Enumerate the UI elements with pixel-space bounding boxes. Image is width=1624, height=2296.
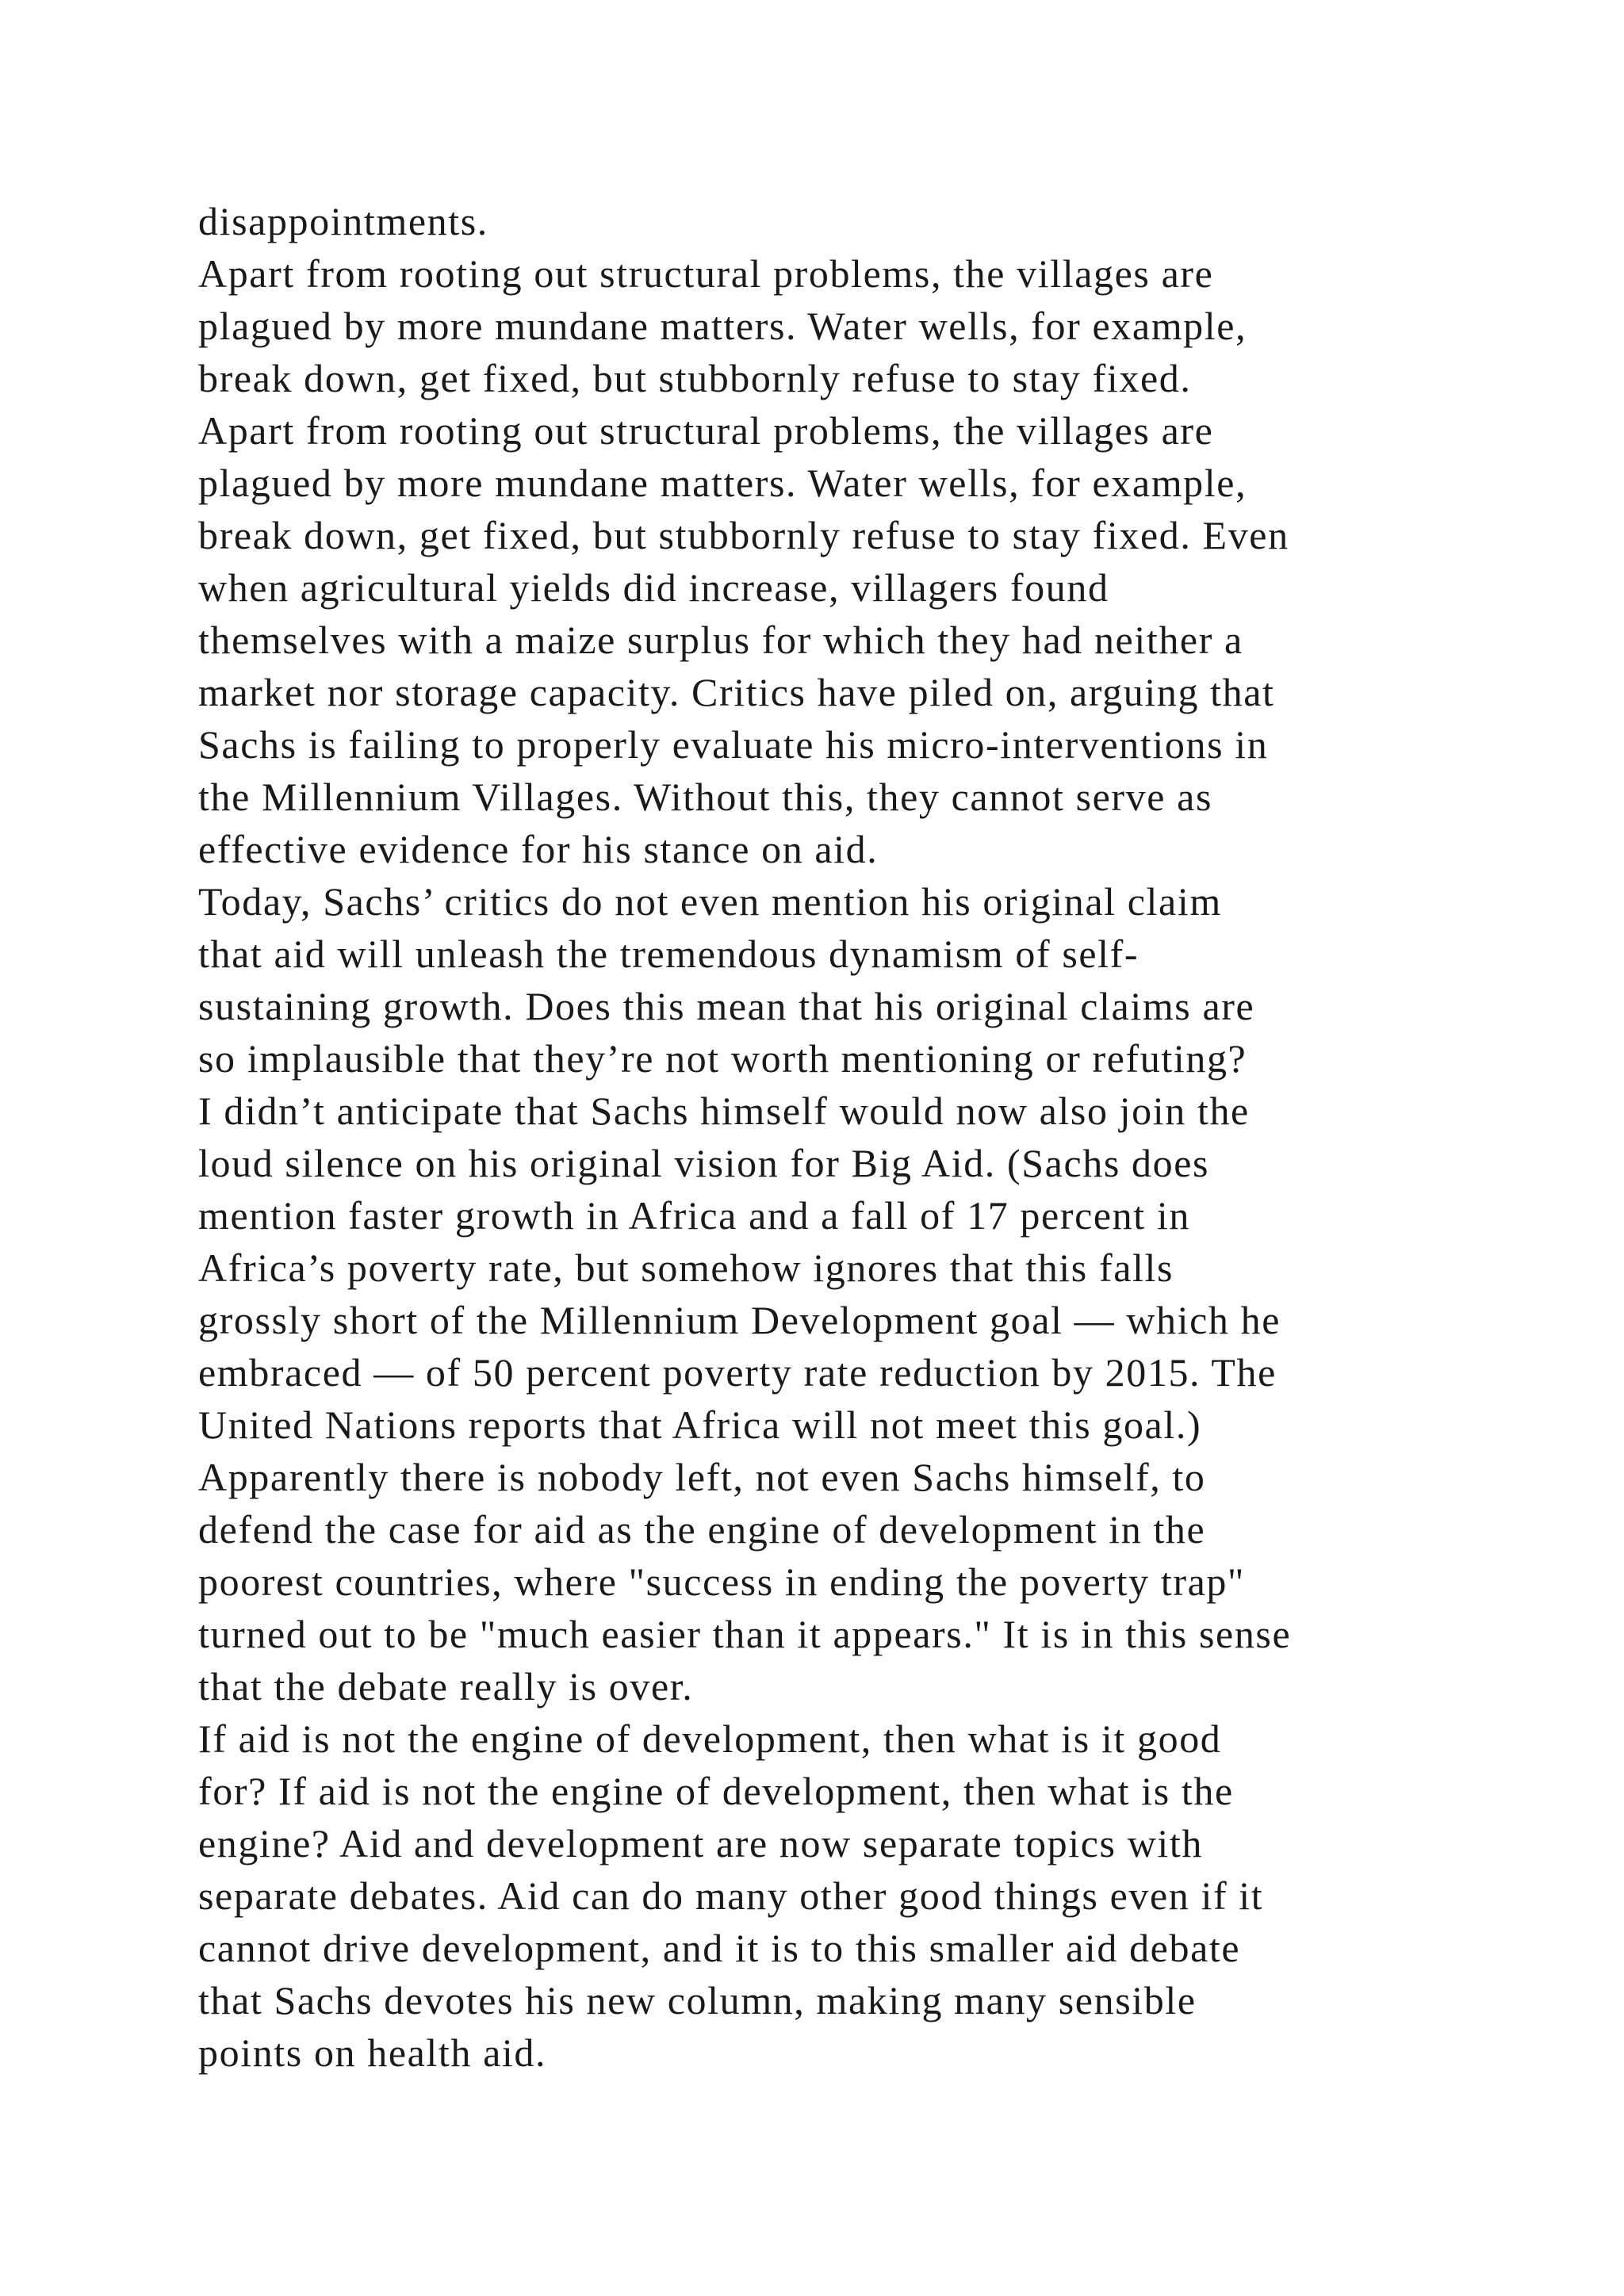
text-line: defend the case for aid as the engine of development in the [198,1507,1206,1552]
text-line: Sachs is failing to properly evaluate his micro-interventions in [198,722,1269,767]
text-line: when agricultural yields did increase, villagers found [198,565,1109,610]
text-line: effective evidence for his stance on aid. [198,827,879,871]
text-line: break down, get fixed, but stubbornly refuse to stay fixed. Even [198,513,1289,557]
text-line: plagued by more mundane matters. Water wells, for example, [198,304,1247,348]
text-line: poorest countries, where "success in ending the poverty trap" [198,1559,1246,1604]
body-text [198,195,1467,2079]
text-line: embraced — of 50 percent poverty rate reduction by 2015. The [198,1350,1277,1395]
text-line: that the debate really is over. [198,1664,694,1709]
text-line: separate debates. Aid can do many other good things even if it [198,1873,1264,1918]
text-line: mention faster growth in Africa and a fall of 17 percent in [198,1193,1190,1238]
text-line: Africa’s poverty rate, but somehow ignores that this falls [198,1246,1174,1290]
text-line: the Millennium Villages. Without this, they cannot serve as [198,775,1213,819]
text-line: Apart from rooting out structural problems, the villages are [198,408,1214,453]
text-line: plagued by more mundane matters. Water wells, for example, [198,461,1247,505]
text-line: loud silence on his original vision for Big Aid. (Sachs does [198,1141,1210,1185]
text-line: grossly short of the Millennium Development goal — which he [198,1298,1281,1342]
text-line: break down, get fixed, but stubbornly refuse to stay fixed. [198,356,1192,400]
text-line: Apart from rooting out structural problems, the villages are [198,251,1214,296]
text-line: United Nations reports that Africa will not meet this goal.) [198,1402,1202,1447]
text-line: market nor storage capacity. Critics have piled on, arguing that [198,670,1275,714]
text-line: I didn’t anticipate that Sachs himself would now also join the [198,1089,1250,1133]
text-line: themselves with a maize surplus for which they had neither a [198,618,1243,662]
text-line: sustaining growth. Does this mean that his original claims are [198,984,1255,1028]
text-line: Apparently there is nobody left, not even Sachs himself, to [198,1455,1206,1499]
text-line: that aid will unleash the tremendous dynamism of self- [198,932,1139,976]
text-line: engine? Aid and development are now separate topics with [198,1821,1203,1866]
text-line: that Sachs devotes his new column, making many sensible [198,1978,1197,2022]
text-line: turned out to be "much easier than it appears." It is in this sense [198,1612,1292,1656]
text-line: If aid is not the engine of development, then what is it good [198,1716,1222,1761]
text-line: cannot drive development, and it is to this smaller aid debate [198,1926,1241,1970]
text-line: Today, Sachs’ critics do not even mention his original claim [198,879,1222,924]
text-line: for? If aid is not the engine of development, then what is the [198,1769,1234,1813]
text-line: so implausible that they’re not worth mentioning or refuting? [198,1036,1247,1081]
text-line: disappointments. [198,199,488,243]
text-line: points on health aid. [198,2030,547,2075]
